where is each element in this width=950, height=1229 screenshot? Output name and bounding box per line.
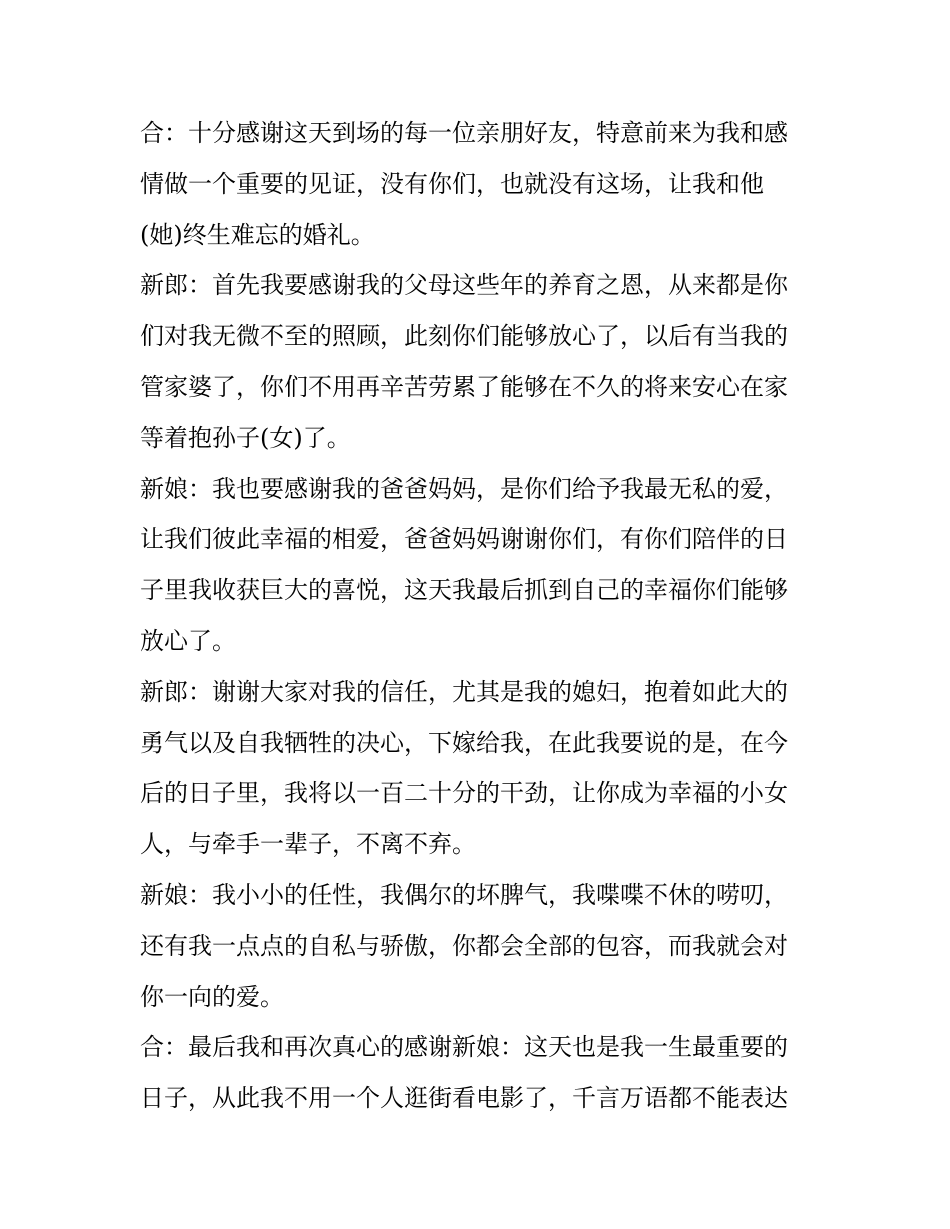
text-line: 后的日子里，我将以一百二十分的干劲，让你成为幸福的小女 <box>140 779 788 808</box>
text-line: 管家婆了，你们不用再辛苦劳累了能够在不久的将来安心在家 <box>140 372 788 401</box>
text-line: 放心了。 <box>140 626 236 655</box>
text-line: 合：十分感谢这天到场的每一位亲朋好友，特意前来为我和感 <box>140 119 788 147</box>
paragraph-he-closing <box>140 1022 820 1124</box>
paragraph-bride-parents <box>140 464 820 667</box>
text-line: 日子，从此我不用一个人逛街看电影了，千言万语都不能表达 <box>140 1084 788 1113</box>
text-line: 新娘：我也要感谢我的爸爸妈妈，是你们给予我最无私的爱， <box>140 474 788 503</box>
text-line: 勇气以及自我牺牲的决心，下嫁给我，在此我要说的是，在今 <box>140 728 788 757</box>
text-line: (她)终生难忘的婚礼。 <box>140 220 375 249</box>
text-line: 新娘：我小小的任性，我偶尔的坏脾气，我喋喋不休的唠叨， <box>140 880 788 909</box>
text-line: 等着抱孙子(女)了。 <box>140 423 351 452</box>
text-line: 人，与牵手一辈子，不离不弃。 <box>140 830 476 859</box>
paragraph-groom-vow <box>140 667 820 870</box>
text-line: 合：最后我和再次真心的感谢新娘：这天也是我一生最重要的 <box>140 1033 788 1062</box>
text-line: 情做一个重要的见证，没有你们，也就没有这场，让我和他 <box>140 169 764 198</box>
text-line: 们对我无微不至的照顾，此刻你们能够放心了，以后有当我的 <box>140 322 788 351</box>
document-body <box>140 108 820 1124</box>
paragraph-he-opening <box>140 108 820 260</box>
text-line: 新郎：首先我要感谢我的父母这些年的养育之恩，从来都是你 <box>140 271 788 300</box>
text-line: 新郎：谢谢大家对我的信任，尤其是我的媳妇，抱着如此大的 <box>140 677 788 706</box>
text-line: 你一向的爱。 <box>140 982 284 1011</box>
text-line: 让我们彼此幸福的相爱，爸爸妈妈谢谢你们，有你们陪伴的日 <box>140 525 788 554</box>
paragraph-bride-vow <box>140 870 820 1022</box>
text-line: 还有我一点点的自私与骄傲，你都会全部的包容，而我就会对 <box>140 931 788 960</box>
text-line: 子里我收获巨大的喜悦，这天我最后抓到自己的幸福你们能够 <box>140 576 788 605</box>
paragraph-groom-parents <box>140 260 820 463</box>
